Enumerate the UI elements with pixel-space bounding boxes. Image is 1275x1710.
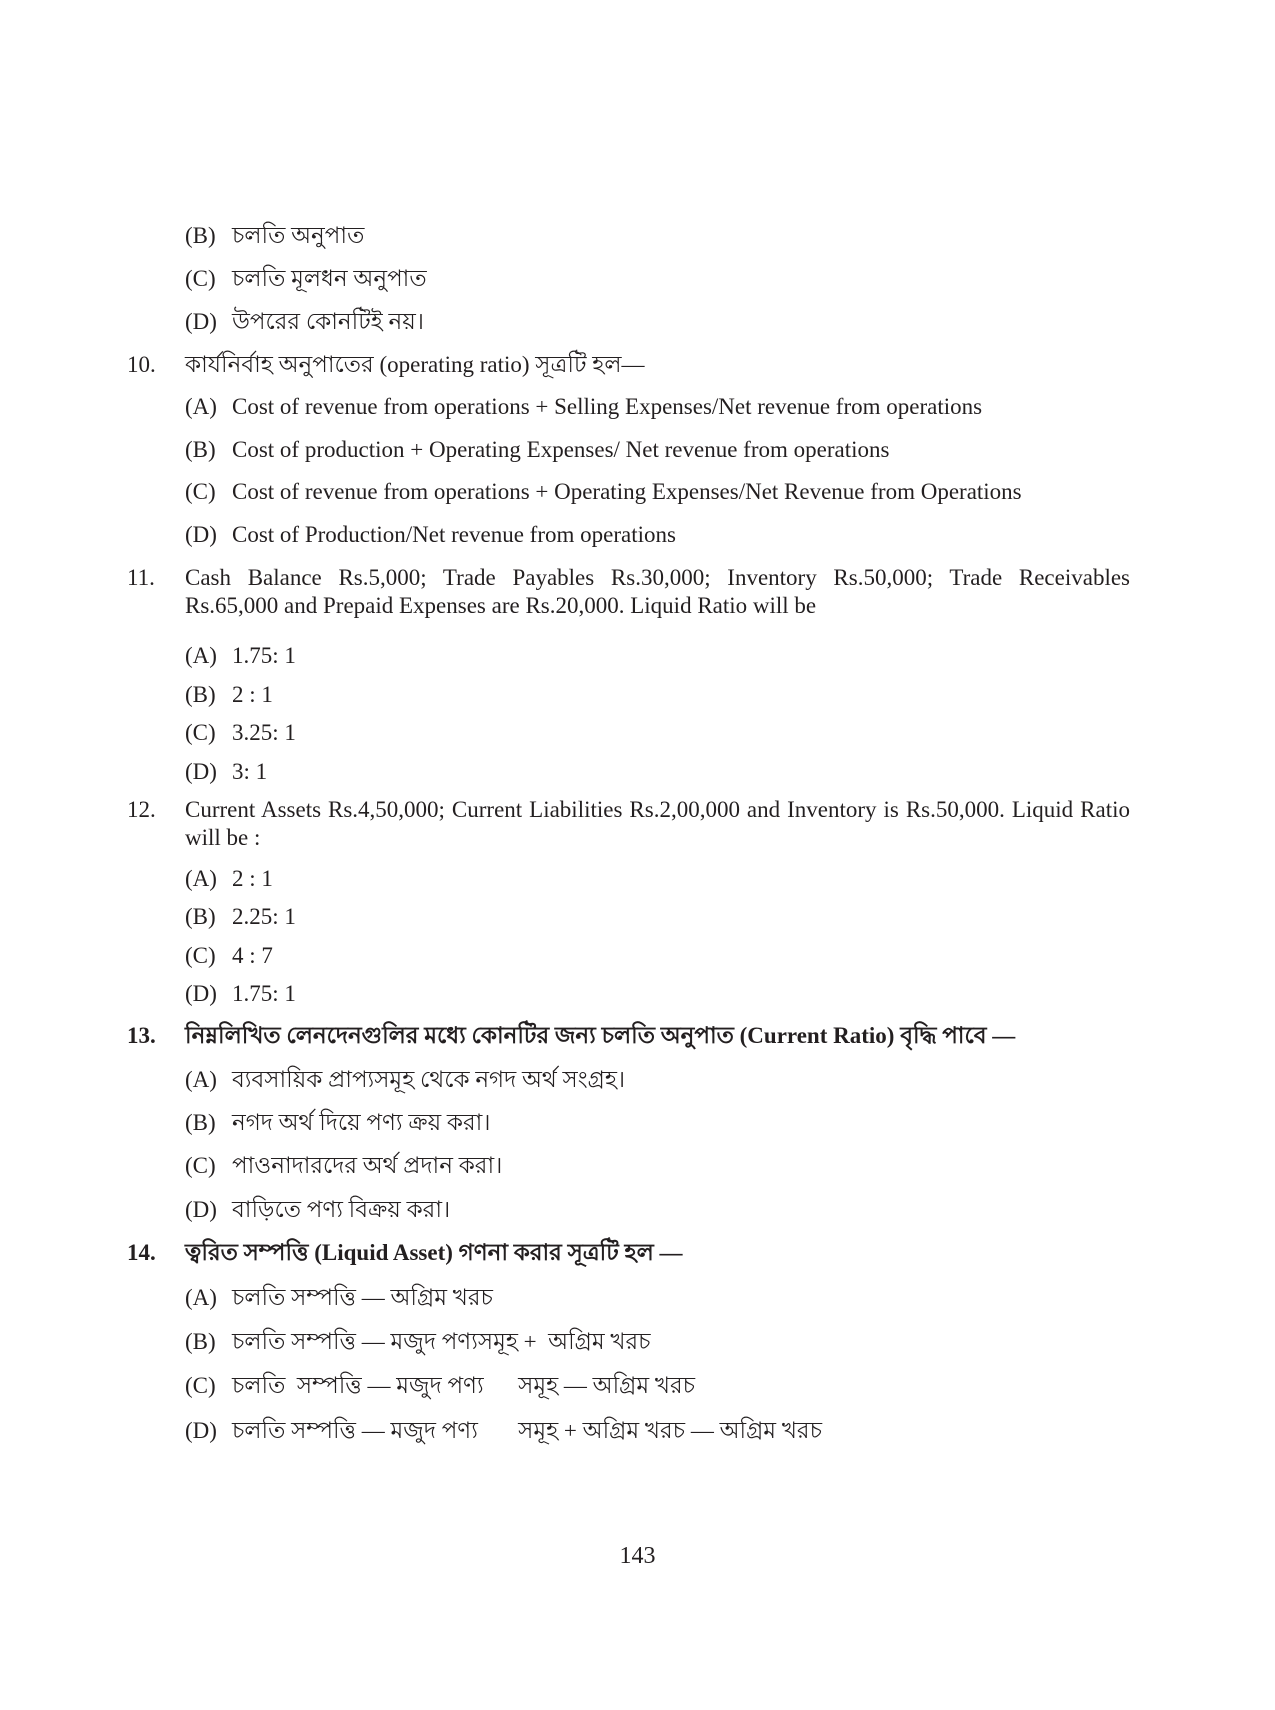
question-11-number [127, 563, 155, 593]
list-item [185, 435, 889, 465]
option-label: (A) [185, 1285, 217, 1310]
list-item [185, 680, 273, 710]
option-text: Cost of production + Operating Expenses/ Net revenue from operations [232, 437, 890, 462]
option-text: 3.25: 1 [232, 720, 296, 745]
list-item [185, 520, 676, 550]
question-13 [127, 1021, 1016, 1051]
list-item [185, 641, 296, 671]
option-label: (B) [185, 437, 216, 462]
option-text: চলতি সম্পত্তি — অগ্রিম খরচ [232, 1285, 493, 1310]
list-item [185, 941, 273, 971]
option-text: 1.75: 1 [232, 981, 296, 1006]
option-label: (A) [185, 1067, 217, 1092]
question-number: 14. [127, 1240, 156, 1265]
option-text: চলতি অনুপাত [232, 223, 365, 248]
option-label: (D) [185, 1418, 217, 1443]
question-14 [127, 1238, 683, 1268]
option-label: (D) [185, 522, 217, 547]
list-item [185, 1108, 491, 1138]
list-item [185, 718, 296, 748]
question-10 [127, 350, 645, 380]
question-12-number [127, 795, 156, 825]
option-label: (B) [185, 904, 216, 929]
option-text: 1.75: 1 [232, 643, 296, 668]
option-text: Cost of Production/Net revenue from operations [232, 522, 676, 547]
list-item [185, 1416, 822, 1446]
option-label: (C) [185, 1373, 216, 1398]
list-item [185, 477, 1022, 507]
option-label: (C) [185, 266, 216, 291]
question-number: 12. [127, 797, 156, 822]
option-text: 2 : 1 [232, 866, 273, 891]
option-label: (D) [185, 981, 217, 1006]
list-item [185, 757, 267, 787]
option-text: বাড়িতে পণ্য বিক্রয় করা। [232, 1197, 451, 1222]
question-number: 10. [127, 352, 156, 377]
option-label: (B) [185, 1110, 216, 1135]
question-text: নিম্নলিখিত লেনদেনগুলির মধ্যে কোনটির জন্য চলতি অনুপাত (Current Ratio) বৃদ্ধি পাবে — [185, 1023, 1016, 1048]
option-label: (C) [185, 1153, 216, 1178]
list-item [185, 1151, 502, 1181]
question-number: 13. [127, 1023, 156, 1048]
option-label: (C) [185, 943, 216, 968]
list-item [185, 902, 296, 932]
option-text: চলতি মূলধন অনুপাত [232, 266, 427, 291]
option-label: (C) [185, 479, 216, 504]
question-text: কার্যনির্বাহ অনুপাতের (operating ratio) সূত্রটি হল— [185, 352, 645, 377]
option-text: Cost of revenue from operations + Operating Expenses/Net Revenue from Operations [232, 479, 1022, 504]
option-label: (D) [185, 759, 217, 784]
option-label: (D) [185, 309, 217, 334]
option-text: চলতি সম্পত্তি — মজুদ পণ্য সমূহ — অগ্রিম খরচ [232, 1373, 696, 1398]
list-item [185, 307, 424, 337]
list-item [185, 1283, 493, 1313]
question-text: Current Assets Rs.4,50,000; Current Liabilities Rs.2,00,000 and Inventory is Rs.50,000. Liquid Ratio will be : [185, 797, 1130, 850]
option-text: 2 : 1 [232, 682, 273, 707]
option-text: পাওনাদারদের অর্থ প্রদান করা। [232, 1153, 503, 1178]
option-label: (C) [185, 720, 216, 745]
question-text: Cash Balance Rs.5,000; Trade Payables Rs.30,000; Inventory Rs.50,000; Trade Receivables Rs.65,000 and Prepaid Expenses are Rs.20,000. Liquid Ratio will be [185, 565, 1130, 618]
question-text: ত্বরিত সম্পত্তি (Liquid Asset) গণনা করার সূত্রটি হল — [185, 1240, 683, 1265]
option-text: 3: 1 [232, 759, 268, 784]
option-text: 2.25: 1 [232, 904, 296, 929]
option-label: (A) [185, 394, 217, 419]
question-number: 11. [127, 565, 155, 590]
option-label: (D) [185, 1197, 217, 1222]
list-item [185, 1327, 651, 1357]
page-number: 143 [619, 1543, 656, 1569]
list-item [185, 264, 427, 294]
option-label: (A) [185, 866, 217, 891]
option-text: চলতি সম্পত্তি — মজুদ পণ্যসমূহ + অগ্রিম খরচ [232, 1329, 651, 1354]
option-text: চলতি সম্পত্তি — মজুদ পণ্য সমূহ + অগ্রিম খরচ — অগ্রিম খরচ [232, 1418, 822, 1443]
list-item [185, 1195, 450, 1225]
list-item [185, 1065, 625, 1095]
list-item [185, 1371, 695, 1401]
option-text: নগদ অর্থ দিয়ে পণ্য ক্রয় করা। [232, 1110, 491, 1135]
list-item [185, 979, 296, 1009]
option-text: ব্যবসায়িক প্রাপ্যসমূহ থেকে নগদ অর্থ সংগ্রহ। [232, 1067, 626, 1092]
option-label: (A) [185, 643, 217, 668]
option-text: 4 : 7 [232, 943, 273, 968]
option-text: উপরের কোনটিই নয়। [232, 309, 424, 334]
option-text: Cost of revenue from operations + Selling Expenses/Net revenue from operations [232, 394, 983, 419]
list-item [185, 221, 364, 251]
option-label: (B) [185, 223, 216, 248]
option-label: (B) [185, 1329, 216, 1354]
option-label: (B) [185, 682, 216, 707]
list-item [185, 864, 273, 894]
list-item [185, 392, 982, 422]
